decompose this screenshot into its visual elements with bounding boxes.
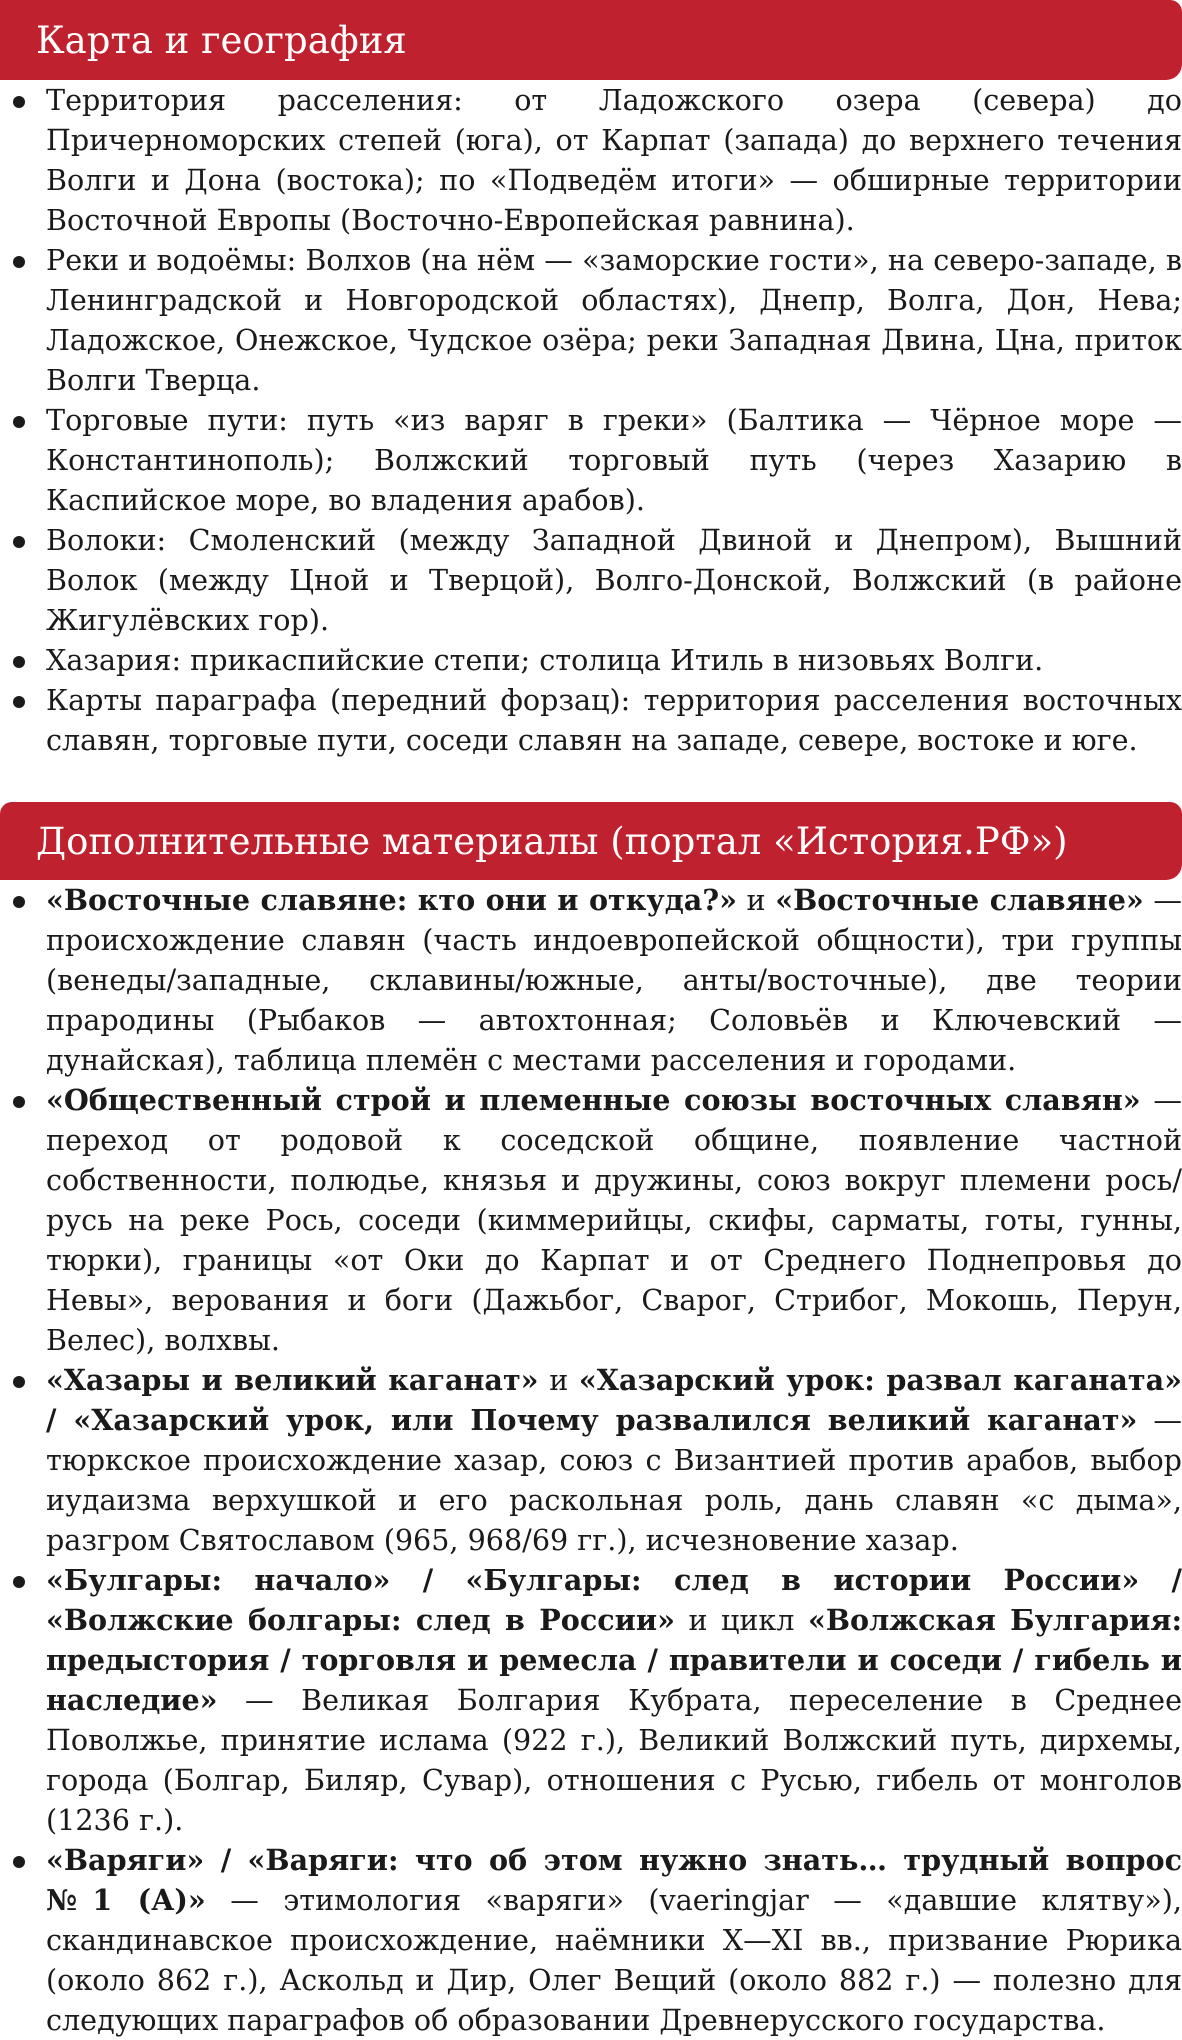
item-text: и [538, 1363, 579, 1397]
list-item [0, 520, 1182, 640]
list-item [0, 1560, 1182, 1840]
bullet-icon [13, 536, 25, 548]
item-text: — переход от родовой к соседской общине, появление частной собственности, полюдье, князья и дружины, союз вокруг племени рось/русь на реке Рось, соседи (киммерийцы, скифы, сарматы, готы, гунны, тюрки), границы «от Оки до Карпат и от Среднего Поднепровья до Невы», верования и боги (Дажьбог, Сварог, Стрибог, Мокошь, Перун, Велес), волхвы. [46, 1083, 1182, 1357]
item-title-bold: «Булгары: начало» / «Булгары: след в истории России» / «Волжские болгары: след в России» [46, 1563, 1182, 1637]
item-title-bold: «Хазарский урок: развал каганата» / «Хазарский урок, или Почему развалился великий каганат» [46, 1363, 1182, 1437]
bullet-icon [13, 1576, 25, 1588]
section-title: Дополнительные материалы (портал «История.РФ») [36, 819, 1068, 863]
list-item [0, 1840, 1182, 2040]
item-text: и цикл [674, 1603, 808, 1637]
bullet-list-map [0, 80, 1182, 760]
item-title-bold: «Восточные славяне» [775, 883, 1144, 917]
section-header-map [0, 0, 1182, 80]
bullet-list-extra [0, 880, 1182, 2040]
bullet-icon [13, 1096, 25, 1108]
item-text: Волоки: Смоленский (между Западной Двиной и Днепром), Вышний Волок (между Цной и Тверцой), Волго-Донской, Волжский (в районе Жигулёвских гор). [46, 523, 1182, 637]
item-text: — происхождение славян (часть индоевропейской общности), три группы (венеды/западные, склавины/южные, анты/восточные), две теории прародины (Рыбаков — автохтонная; Соловьёв и Ключевский — дунайская), таблица племён с местами расселения и городами. [46, 883, 1182, 1077]
item-text: Реки и водоёмы: Волхов (на нём — «заморские гости», на северо-западе, в Ленинградской и Новгородской областях), Днепр, Волга, Дон, Нева; Ладожское, Онежское, Чудское озёра; реки Западная Двина, Цна, приток Волги Тверца. [46, 243, 1182, 397]
item-title-bold: «Варяги» / «Варяги: что об этом нужно знать… трудный вопрос №1 (А)» [46, 1843, 1182, 1917]
item-text: Территория расселения: от Ладожского озера (севера) до Причерноморских степей (юга), от Карпат (запада) до верхнего течения Волги и Дона (востока); по «Подведём итоги» — обширные территории Восточной Европы (Восточно-Европейская равнина). [46, 83, 1182, 237]
section-header-extra [0, 802, 1182, 880]
bullet-icon [13, 96, 25, 108]
item-title-bold: «Хазары и великий каганат» [46, 1363, 539, 1397]
item-text: Карты параграфа (передний форзац): территория расселения восточных славян, торговые пути, соседи славян на западе, севере, востоке и юге. [46, 683, 1182, 757]
bullet-icon [13, 896, 25, 908]
list-item [0, 400, 1182, 520]
item-title-bold: «Восточные славяне: кто они и откуда?» [46, 883, 737, 917]
item-text: и [736, 883, 776, 917]
list-item [0, 880, 1182, 1080]
list-item [0, 80, 1182, 240]
list-item [0, 680, 1182, 760]
list-item [0, 640, 1182, 680]
bullet-icon [13, 696, 25, 708]
list-item [0, 1360, 1182, 1560]
bullet-icon [13, 416, 25, 428]
item-title-bold: «Общественный строй и племенные союзы восточных славян» [46, 1083, 1141, 1117]
list-item [0, 1080, 1182, 1360]
bullet-icon [13, 256, 25, 268]
bullet-icon [13, 1856, 25, 1868]
item-title-bold: «Волжская Булгария: предыстория / торговля и ремесла / правители и соседи / гибель и наследие» [46, 1603, 1182, 1717]
item-text: Хазария: прикаспийские степи; столица Итиль в низовьях Волги. [46, 643, 1044, 677]
item-text: Торговые пути: путь «из варяг в греки» (Балтика — Чёрное море — Константинополь); Волжский торговый путь (через Хазарию в Каспийское море, во владения арабов). [46, 403, 1182, 517]
bullet-icon [13, 1376, 25, 1388]
list-item [0, 240, 1182, 400]
item-text: — Великая Болгария Кубрата, переселение в Среднее Поволжье, принятие ислама (922 г.), Великий Волжский путь, дирхемы, города (Болгар, Биляр, Сувар), отношения с Русью, гибель от монголов (1236 г.). [46, 1683, 1182, 1837]
item-text: — этимология «варяги» (vaeringjar — «давшие клятву»), скандинавское происхождение, наёмники X—XI вв., призвание Рюрика (около 862 г.), Аскольд и Дир, Олег Вещий (около 882 г.) — полезно для следующих параграфов об образовании Древнерусского государства. [46, 1883, 1182, 2037]
bullet-icon [13, 656, 25, 668]
section-title: Карта и география [36, 18, 407, 62]
item-text: — тюркское происхождение хазар, союз с Византией против арабов, выбор иудаизма верхушкой и его раскольная роль, дань славян «с дыма», разгром Святославом (965, 968/69 гг.), исчезновение хазар. [46, 1403, 1182, 1557]
